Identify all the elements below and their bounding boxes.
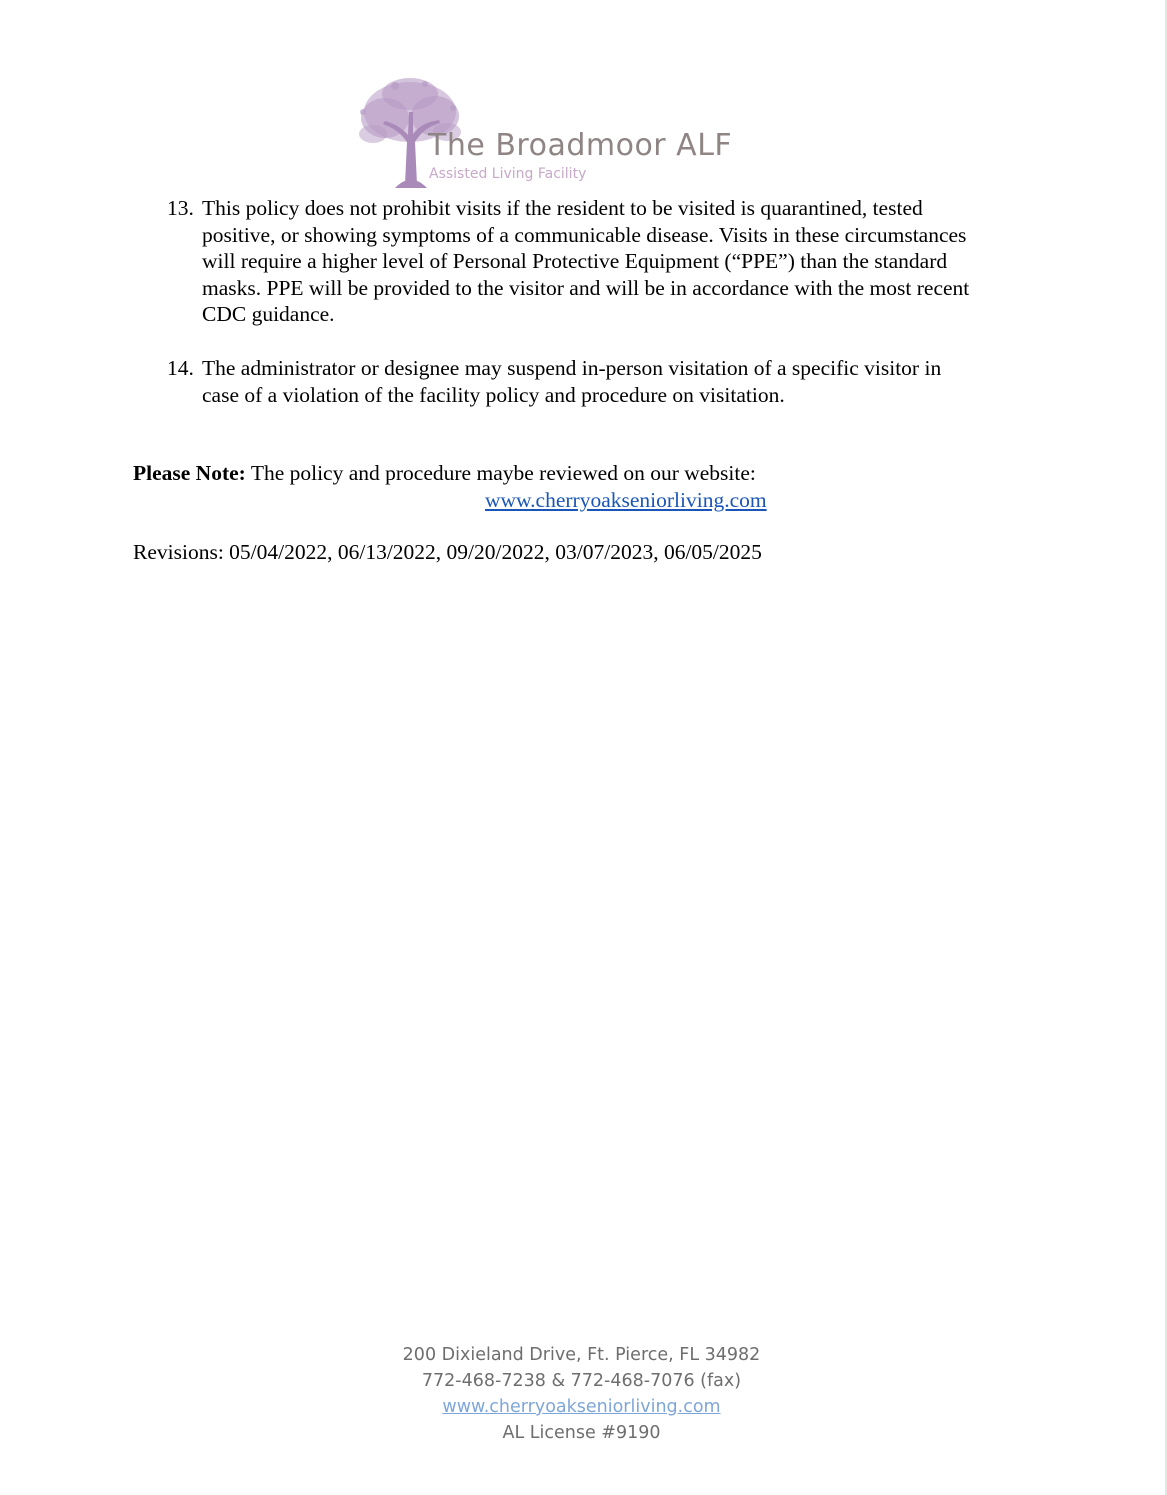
item-line: CDC guidance. [202, 302, 335, 326]
footer-website-link[interactable]: www.cherryoakseniorliving.com [442, 1397, 721, 1417]
logo [345, 62, 775, 190]
item-line: masks. PPE will be provided to the visitor and will be in accordance with the most recent [202, 275, 970, 300]
item-text [202, 355, 1047, 408]
footer-license: AL License #9190 [502, 1423, 661, 1443]
note-label: Please Note: [133, 461, 246, 485]
item-line: will require a higher level of Personal Protective Equipment (“PPE”) than the standard [202, 249, 948, 273]
note-text: The policy and procedure maybe reviewed on our website: [245, 461, 756, 485]
website-link[interactable]: www.cherryoakseniorliving.com [485, 488, 767, 512]
footer-phone: 772-468-7238 & 772-468-7076 (fax) [421, 1371, 742, 1391]
item-line: case of a violation of the facility policy and procedure on visitation. [202, 382, 785, 407]
item-text [202, 195, 1047, 328]
footer [0, 1342, 1163, 1446]
brand-tagline: Assisted Living Facility [429, 166, 587, 182]
item-number: 14. [167, 356, 194, 380]
footer-address: 200 Dixieland Drive, Ft. Pierce, FL 34982 [402, 1345, 761, 1365]
note-paragraph [133, 460, 756, 487]
item-line: This policy does not prohibit visits if the resident to be visited is quarantined, tested [202, 196, 923, 220]
revisions-line: Revisions: 05/04/2022, 06/13/2022, 09/20/2022, 03/07/2023, 06/05/2025 [133, 540, 762, 564]
item-line: The administrator or designee may suspend in-person visitation of a specific visitor in [202, 356, 942, 380]
brand-name: The Broadmoor ALF [428, 128, 733, 163]
item-number: 13. [167, 196, 194, 220]
item-line: positive, or showing symptoms of a communicable disease. Visits in these circumstances [202, 222, 967, 247]
